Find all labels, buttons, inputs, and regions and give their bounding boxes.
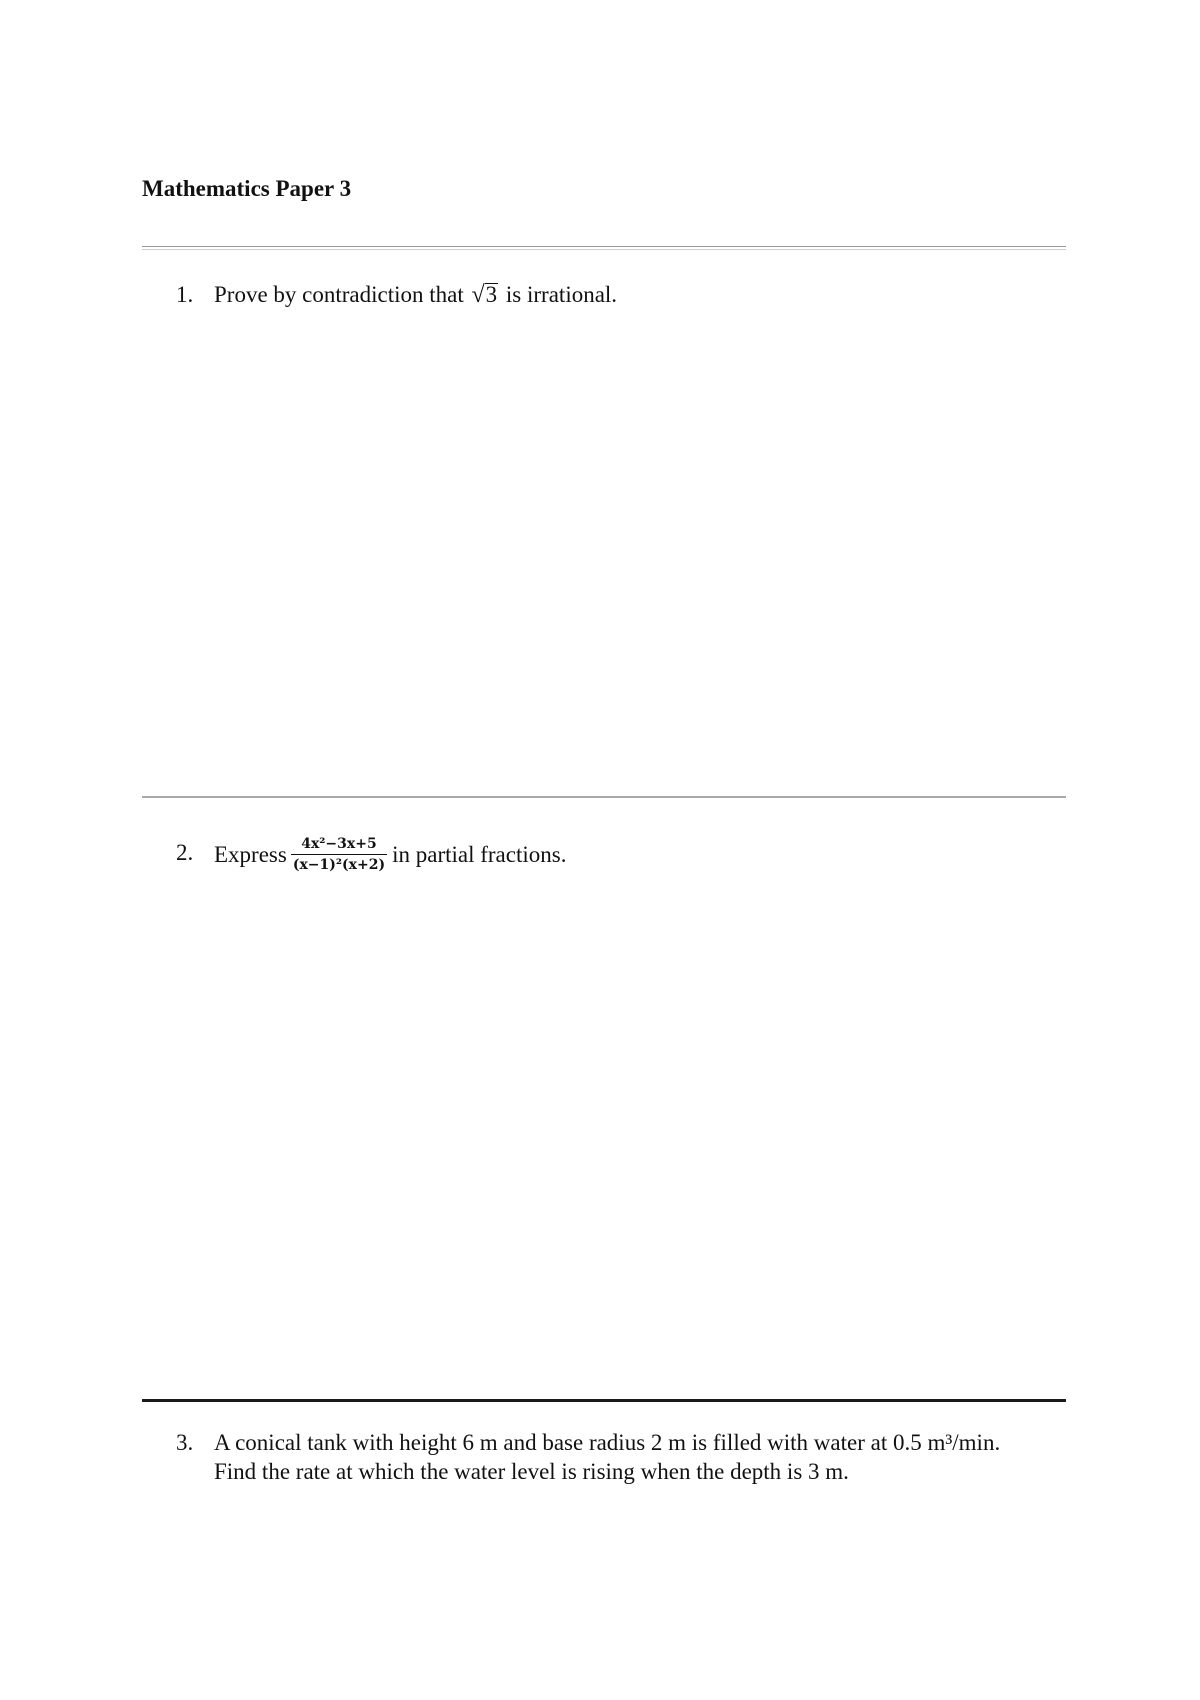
divider-top xyxy=(142,246,1066,250)
question-text xyxy=(214,838,566,875)
question-text-line-2: Find the rate at which the water level is rising when the depth is 3 m. xyxy=(214,1459,849,1484)
question-number: 3. xyxy=(176,1430,194,1455)
divider-middle xyxy=(142,796,1066,798)
question-number: 1. xyxy=(176,282,194,307)
question-text-before: Express xyxy=(214,841,287,867)
question-text xyxy=(214,280,617,310)
sqrt-radicand: 3 xyxy=(485,282,498,307)
divider-bottom xyxy=(142,1399,1066,1402)
fraction-denominator: (x−1)²(x+2) xyxy=(292,857,386,873)
question-text-after: in partial fractions. xyxy=(392,841,567,867)
question-text-before: Prove by contradiction that xyxy=(214,282,464,307)
sqrt-symbol: √ xyxy=(471,282,485,308)
question-text-after: is irrational. xyxy=(505,282,618,307)
fraction-numerator: 4x²−3x+5 xyxy=(291,836,387,855)
square-root-expression xyxy=(472,280,499,310)
question-text-line-1: A conical tank with height 6 m and base radius 2 m is filled with water at 0.5 m³/min. xyxy=(214,1430,1001,1455)
fraction-expression xyxy=(291,836,387,873)
question-number: 2. xyxy=(176,840,194,865)
page-title: Mathematics Paper 3 xyxy=(142,176,352,201)
